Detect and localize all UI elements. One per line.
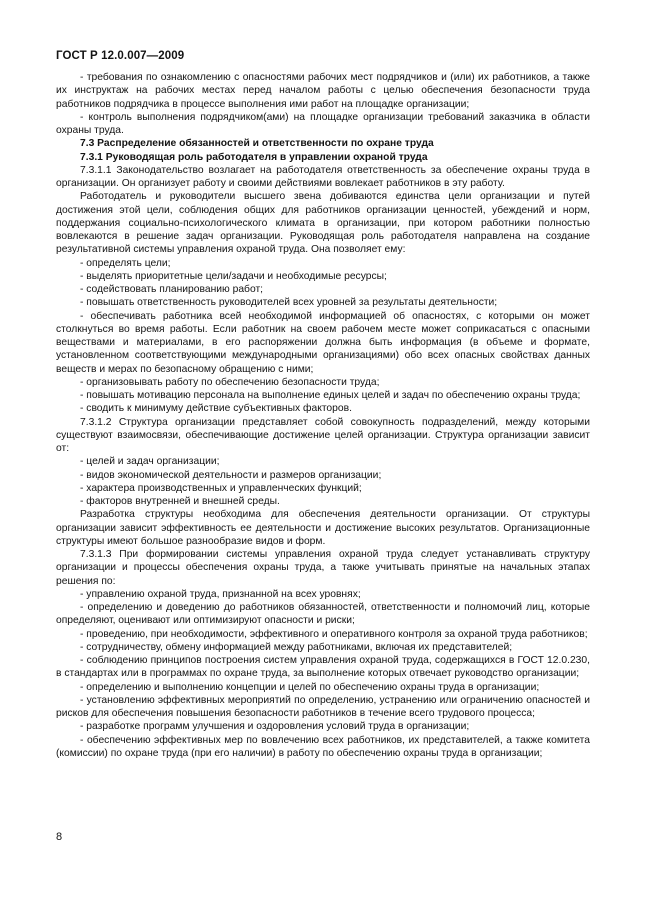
paragraph: - управлению охраной труда, признанной на всех уровнях; (80, 588, 361, 600)
paragraph: 7.3.1.1 Законодательство возлагает на работодателя ответственность за обеспечение охраны труда в организации. Он организует работу и своими действиями вовлекает работников в эту работу. (56, 164, 590, 189)
paragraph: - разработке программ улучшения и оздоровления условий труда в организации; (80, 721, 470, 733)
paragraph: - определять цели; (80, 257, 171, 269)
paragraph: - повышать мотивацию персонала на выполнение единых целей и задач по обеспечению охраны труда; (80, 390, 581, 401)
paragraph: - обеспечению эффективных мер по вовлечению всех работников, их представителей, а также комитета (комиссии) по охране труда (при его наличии) в работу по обеспечению охраны труда в организации; (56, 734, 590, 759)
paragraph: - установлению эффективных мероприятий по определению, устранению или ограничению опасностей и рисков для обеспечения повышения безопасности работников в течение всего трудового процесса; (56, 694, 590, 719)
paragraph: - сотрудничеству, обмену информацией между работниками, включая их представителей; (80, 641, 513, 653)
paragraph: - повышать ответственность руководителей всех уровней за результаты деятельности; (80, 297, 498, 309)
section-heading: 7.3.1 Руководящая роль работодателя в управлении охраной труда (80, 151, 428, 163)
paragraph: - соблюдению принципов построения систем управления охраной труда, содержащихся в ГОСТ 12.0.230, в стандартах или в программах по охране труда, за выполнение которых отвечает руководство организации; (56, 655, 590, 680)
section-heading: 7.3 Распределение обязанностей и ответственности по охране труда (80, 138, 434, 150)
paragraph: - контроль выполнения подрядчиком(ами) на площадке организации требований заказчика в области охраны труда. (56, 111, 590, 136)
paragraph: - целей и задач организации; (80, 456, 220, 468)
paragraph: 7.3.1.3 При формировании системы управления охраной труда следует устанавливать структуру организации и процессы обеспечения охраны труда, а также учитывать принятые на начальных этапах решения по: (56, 549, 590, 587)
paragraph: - организовывать работу по обеспечению безопасности труда; (80, 376, 380, 388)
paragraph: 7.3.1.2 Структура организации представляет собой совокупность подразделений, между которыми существуют взаимосвязи, обеспечивающие достижение целей организации. Структура организации зависит от: (56, 416, 590, 454)
paragraph: - выделять приоритетные цели/задачи и необходимые ресурсы; (80, 270, 387, 282)
paragraph: Разработка структуры необходима для обеспечения деятельности организации. От структуры организации зависит эффективность ее деятельности и достижение высоких результатов. Организационные структуры имеют большое разнообразие видов и форм. (56, 509, 590, 547)
paragraph: Работодатель и руководители высшего звена добиваются единства цели организации и путей достижения этой цели, соблюдения общих для работников организации ценностей, убеждений и норм, поддержания социально-психологического климата в организации, при котором работники полностью вовлекаются в решение задач организации. Руководящая роль работодателя направлена на создание результативной системы управления охраной труда. Она позволяет ему: (56, 191, 590, 256)
paragraph: - видов экономической деятельности и размеров организации; (80, 469, 382, 481)
paragraph: - сводить к минимуму действие субъективных факторов. (80, 403, 352, 415)
document-header: ГОСТ Р 12.0.007—2009 (56, 50, 185, 62)
document-body (56, 71, 590, 760)
paragraph: - характера производственных и управленческих функций; (80, 482, 362, 494)
paragraph: - проведению, при необходимости, эффективного и оперативного контроля за охраной труда работников; (80, 628, 588, 640)
paragraph: - определению и выполнению концепции и целей по обеспечению охраны труда в организации; (80, 681, 540, 693)
paragraph: - обеспечивать работника всей необходимой информацией об опасностях, с которыми он может столкнуться во время работы. Если работник на своем рабочем месте может соприкасаться с опасными веществами и материалами, в его распоряжении должна быть информация (в объеме и формате, установленном соответствующими международными организациями) обо всех опасных свойствах данных веществ и мерах по безопасному обращению с ними; (56, 310, 590, 375)
paragraph: - определению и доведению до работников обязанностей, ответственности и полномочий лиц, которые определяют, оценивают или оптимизируют опасности и риски; (56, 602, 590, 627)
paragraph: - факторов внутренней и внешней среды. (80, 496, 280, 507)
paragraph: - содействовать планированию работ; (80, 284, 264, 295)
page-number: 8 (56, 831, 63, 843)
paragraph: - требования по ознакомлению с опасностями рабочих мест подрядчиков и (или) их работников, а также их инструктаж на рабочих местах перед началом работы с целью обеспечения безопасности труда работников подрядчика в процессе выполнения ими работ на площадке организации; (56, 72, 590, 110)
